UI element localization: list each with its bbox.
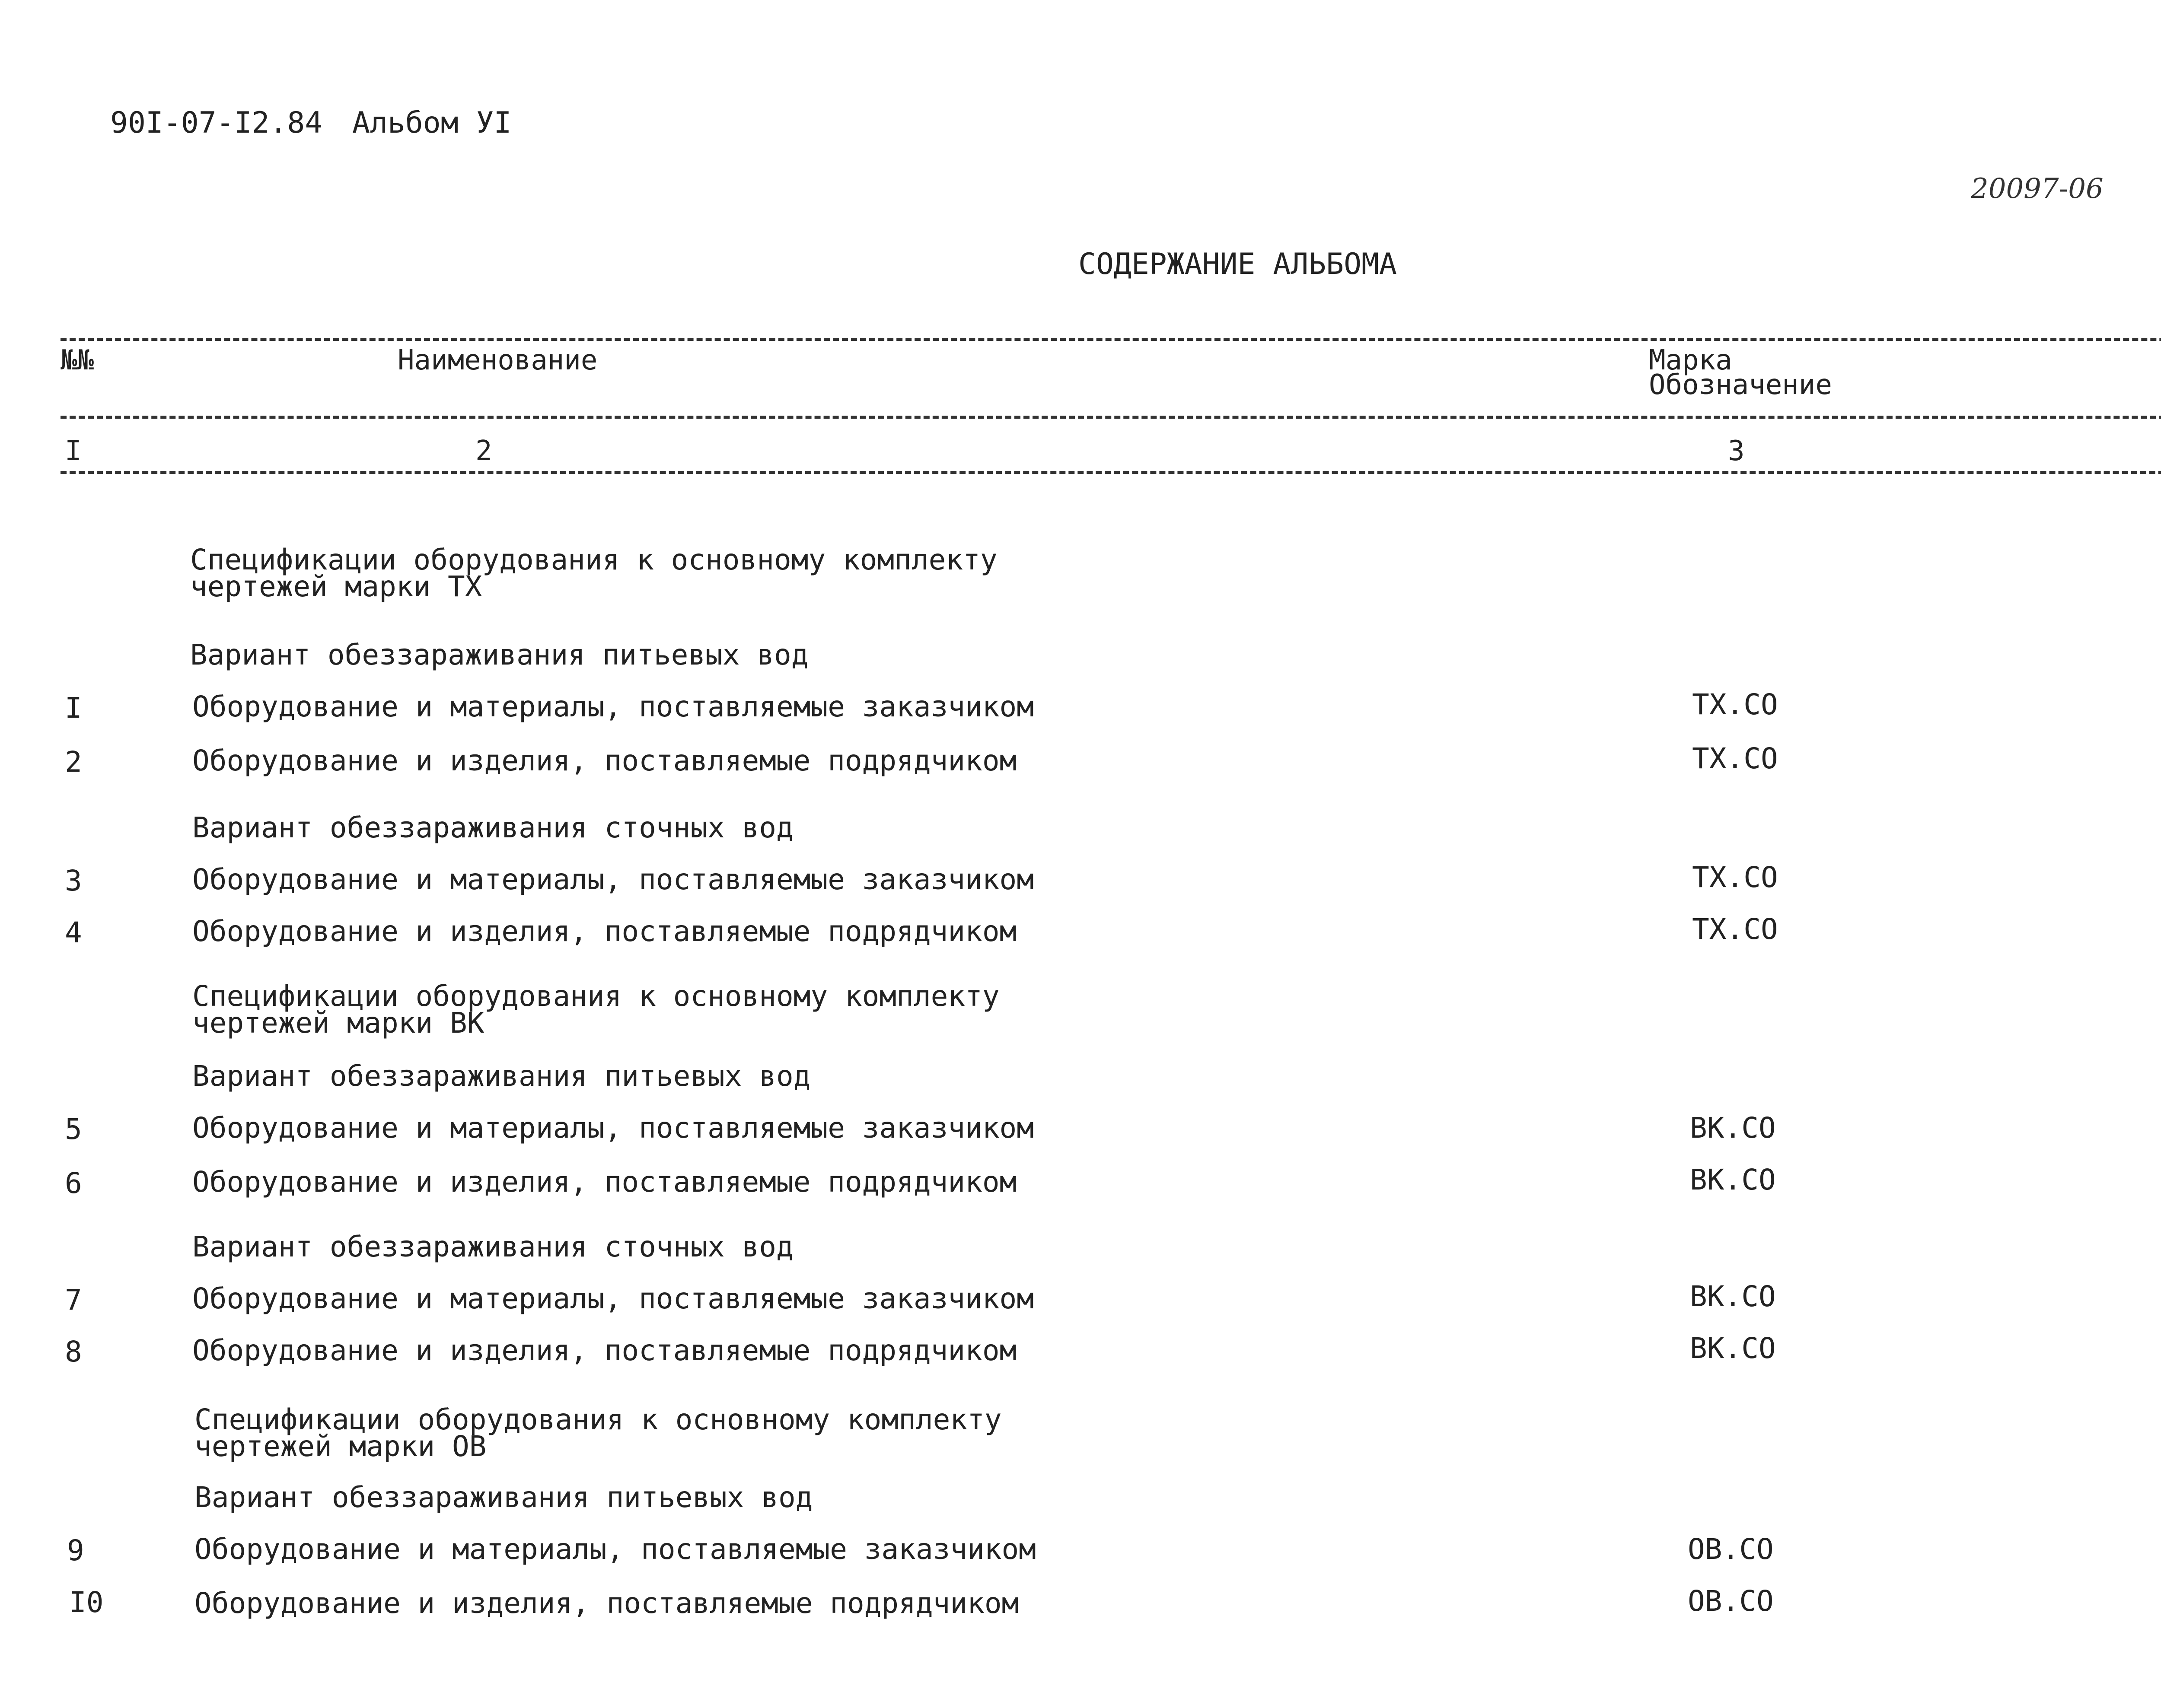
page-title: СОДЕРЖАНИЕ АЛЬБОМА <box>1078 247 1397 281</box>
variant-heading: Вариант обеззараживания питьевых вод <box>190 638 809 671</box>
variant-heading: Вариант обеззараживания сточных вод <box>192 811 794 844</box>
row-mark: ТХ.СО <box>1692 861 1778 894</box>
album-label: Альбом УI <box>352 106 512 140</box>
row-mark: ВК.СО <box>1690 1163 1776 1196</box>
row-name: Оборудование и изделия, поставляемые подрядчиком <box>192 1165 1017 1199</box>
section-heading-tx-line1: Спецификации оборудования к основному комплекту <box>190 543 998 576</box>
row-name: Оборудование и материалы, поставляемые заказчиком <box>192 863 1034 896</box>
section-heading-ob-line1: Спецификации оборудования к основному комплекту <box>194 1403 1002 1436</box>
section-heading-tx-line2: чертежей марки ТХ <box>190 570 482 603</box>
row-mark: ТХ.СО <box>1692 742 1778 775</box>
section-heading-bk-line2: чертежей марки ВК <box>192 1006 484 1040</box>
row-number: 5 <box>65 1113 82 1146</box>
variant-heading: Вариант обеззараживания питьевых вод <box>192 1059 811 1093</box>
row-number: 4 <box>65 916 82 949</box>
row-name: Оборудование и изделия, поставляемые подрядчиком <box>194 1587 1019 1620</box>
col-index-1: I <box>65 435 82 467</box>
section-heading-ob-line2: чертежей марки ОВ <box>194 1430 487 1463</box>
row-number: 6 <box>65 1167 82 1200</box>
row-mark: ОВ.СО <box>1688 1584 1774 1618</box>
table-index-rule <box>61 471 2161 474</box>
row-mark: ОВ.СО <box>1688 1533 1774 1566</box>
row-mark: ВК.СО <box>1690 1280 1776 1313</box>
row-number: 8 <box>65 1335 82 1368</box>
row-name: Оборудование и материалы, поставляемые заказчиком <box>192 1282 1034 1315</box>
col-header-name: Наименование <box>398 344 598 376</box>
row-number: I0 <box>69 1586 104 1619</box>
row-name: Оборудование и изделия, поставляемые подрядчиком <box>192 744 1017 777</box>
handwritten-inventory-number: 20097-06 <box>1971 173 2104 205</box>
col-index-3: 3 <box>1728 435 1745 467</box>
variant-heading: Вариант обеззараживания сточных вод <box>192 1230 794 1263</box>
row-name: Оборудование и материалы, поставляемые заказчиком <box>194 1533 1036 1566</box>
row-name: Оборудование и изделия, поставляемые подрядчиком <box>192 1334 1017 1367</box>
row-number: 7 <box>65 1283 82 1317</box>
variant-heading: Вариант обеззараживания питьевых вод <box>194 1481 813 1514</box>
row-number: 9 <box>67 1534 84 1567</box>
row-number: 2 <box>65 745 82 779</box>
col-index-2: 2 <box>475 435 492 467</box>
row-number: 3 <box>65 864 82 897</box>
col-header-number: №№ <box>61 344 94 376</box>
section-heading-bk-line1: Спецификации оборудования к основному комплекту <box>192 980 1000 1013</box>
row-name: Оборудование и материалы, поставляемые заказчиком <box>192 1111 1034 1145</box>
row-mark: ВК.СО <box>1690 1332 1776 1365</box>
document-code: 90I-07-I2.84 <box>110 106 323 140</box>
row-mark: ВК.СО <box>1690 1111 1776 1145</box>
col-header-mark-line2: Обозначение <box>1649 369 1832 401</box>
col-header-mark-line1: Марка <box>1649 344 1732 376</box>
table-header-rule <box>61 416 2161 419</box>
row-number: I <box>65 691 82 725</box>
row-mark: ТХ.СО <box>1692 688 1778 721</box>
table-top-rule <box>61 338 2161 341</box>
row-name: Оборудование и материалы, поставляемые заказчиком <box>192 690 1034 723</box>
row-name: Оборудование и изделия, поставляемые подрядчиком <box>192 915 1017 948</box>
row-mark: ТХ.СО <box>1692 913 1778 946</box>
